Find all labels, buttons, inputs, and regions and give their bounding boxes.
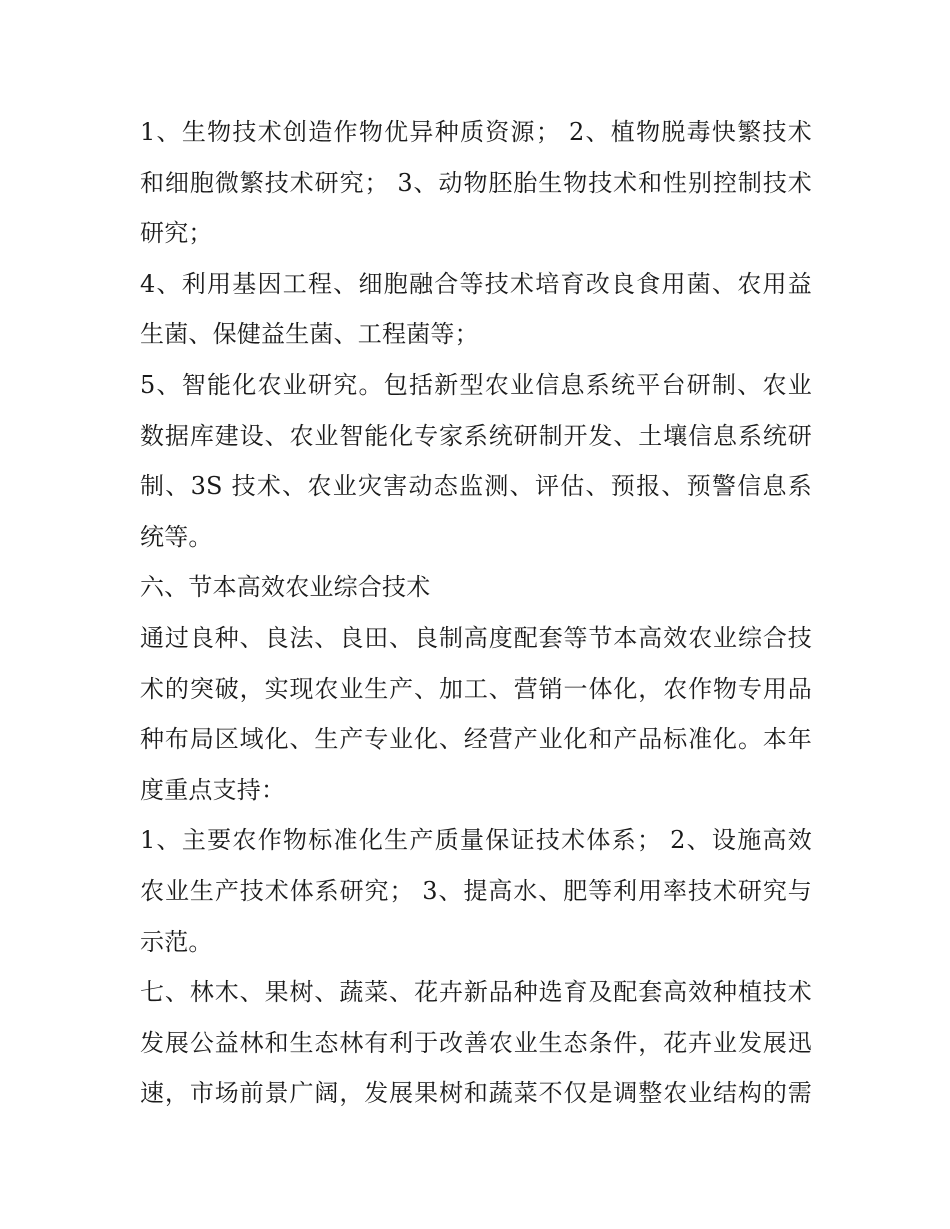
text-line: 速，市场前景广阔，发展果树和蔬菜不仅是调整农业结构的需 xyxy=(140,1079,812,1108)
text-line: 数据库建设、农业智能化专家系统研制开发、土壤信息系统研 xyxy=(140,421,812,450)
section-heading: 六、节本高效农业综合技术 xyxy=(140,573,431,602)
text-line: 度重点支持： xyxy=(140,775,286,804)
text-line: 通过良种、良法、良田、良制高度配套等节本高效农业综合技 xyxy=(140,623,812,652)
document-page xyxy=(140,107,812,1119)
text-line: 术的突破，实现农业生产、加工、营销一体化，农作物专用品 xyxy=(140,674,812,703)
text-line: 农业生产技术体系研究； 3、提高水、肥等利用率技术研究与 xyxy=(140,876,812,905)
text-line: 种布局区域化、生产专业化、经营产业化和产品标准化。本年 xyxy=(140,725,812,754)
text-line: 生菌、保健益生菌、工程菌等； xyxy=(140,320,479,349)
text-line: 1、生物技术创造作物优异种质资源； 2、植物脱毒快繁技术 xyxy=(140,118,812,146)
text-line: 和细胞微繁技术研究； 3、动物胚胎生物技术和性别控制技术 xyxy=(140,168,812,197)
text-line: 制、3S 技术、农业灾害动态监测、评估、预报、预警信息系 xyxy=(140,472,812,501)
section-heading: 七、林木、果树、蔬菜、花卉新品种选育及配套高效种植技术 xyxy=(140,978,812,1007)
text-line: 统等。 xyxy=(140,522,213,551)
text-line: 1、主要农作物标准化生产质量保证技术体系； 2、设施高效 xyxy=(140,826,812,855)
text-line: 示范。 xyxy=(140,927,213,956)
text-line: 4、利用基因工程、细胞融合等技术培育改良食用菌、农用益 xyxy=(140,269,812,298)
text-line: 研究； xyxy=(140,219,213,248)
text-line: 发展公益林和生态林有利于改善农业生态条件，花卉业发展迅 xyxy=(140,1028,812,1057)
text-line: 5、智能化农业研究。包括新型农业信息系统平台研制、农业 xyxy=(140,370,812,399)
